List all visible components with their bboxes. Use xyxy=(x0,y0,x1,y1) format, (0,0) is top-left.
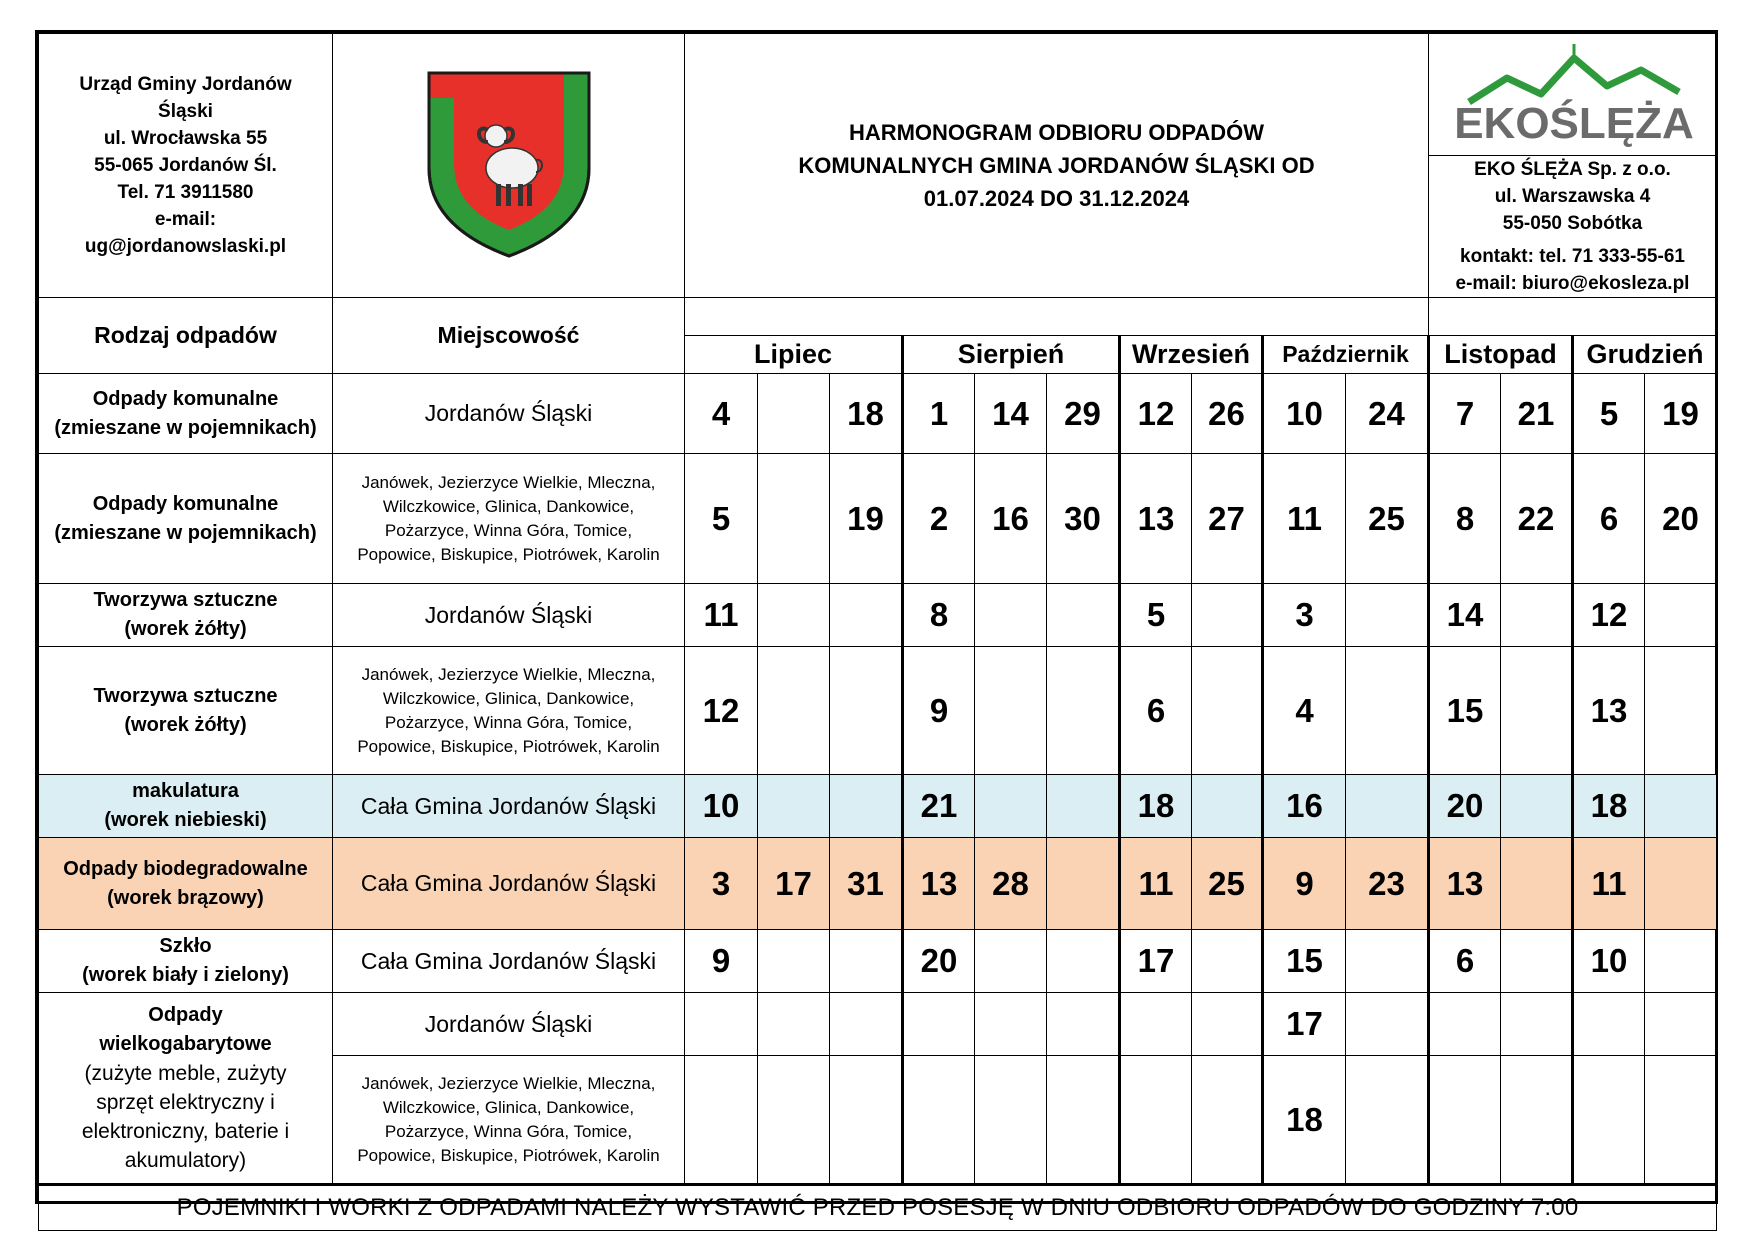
location-list: Janówek, Jezierzyce Wielkie, Mleczna, Wilczkowice, Glinica, Dankowice, Pożarzyce, Winna Góra, Tomice, Popowice, Biskupice, Piotrówek, Karolin xyxy=(333,1056,685,1185)
day-cell xyxy=(758,584,830,647)
location-list: Janówek, Jezierzyce Wielkie, Mleczna, Wilczkowice, Glinica, Dankowice, Pożarzyce, Winna Góra, Tomice, Popowice, Biskupice, Piotrówek, Karolin xyxy=(333,647,685,775)
day-cell: 4 xyxy=(685,374,758,454)
day-cell xyxy=(1120,993,1192,1056)
day-cell: 11 xyxy=(1263,454,1346,584)
table-row xyxy=(39,584,1717,647)
header-location: Miejscowość xyxy=(333,298,685,374)
day-cell xyxy=(1346,930,1429,993)
waste-type: Szkło (worek biały i zielony) xyxy=(39,930,333,993)
day-cell: 15 xyxy=(1263,930,1346,993)
day-cell: 6 xyxy=(1429,930,1501,993)
day-cell: 13 xyxy=(1120,454,1192,584)
table-row xyxy=(39,775,1717,838)
day-cell xyxy=(975,775,1047,838)
day-cell: 28 xyxy=(975,838,1047,930)
day-cell xyxy=(975,647,1047,775)
day-cell: 18 xyxy=(1573,775,1645,838)
month-september: Wrzesień xyxy=(1120,336,1263,374)
office-line: Urząd Gminy Jordanów xyxy=(79,74,292,95)
day-cell: 10 xyxy=(685,775,758,838)
day-cell xyxy=(1047,930,1120,993)
company-line: 55-050 Sobótka xyxy=(1502,213,1643,234)
day-cell xyxy=(1346,993,1429,1056)
location-list: Janówek, Jezierzyce Wielkie, Mleczna, Wilczkowice, Glinica, Dankowice, Pożarzyce, Winna Góra, Tomice, Popowice, Biskupice, Piotrówek, Karolin xyxy=(333,454,685,584)
waste-type: Odpady komunalne (zmieszane w pojemnikach) xyxy=(39,454,333,584)
day-cell: 17 xyxy=(1263,993,1346,1056)
month-december: Grudzień xyxy=(1573,336,1717,374)
day-cell: 7 xyxy=(1429,374,1501,454)
table-row xyxy=(39,993,1717,1056)
day-cell xyxy=(1346,584,1429,647)
office-line: ug@jordanowslaski.pl xyxy=(84,236,287,257)
location: Jordanów Śląski xyxy=(333,584,685,647)
location: Jordanów Śląski xyxy=(333,993,685,1056)
day-cell xyxy=(1120,1056,1192,1185)
day-cell: 5 xyxy=(1120,584,1192,647)
waste-type: Odpady komunalne (zmieszane w pojemnikach) xyxy=(39,374,333,454)
day-cell xyxy=(1346,775,1429,838)
day-cell xyxy=(758,374,830,454)
day-cell xyxy=(758,1056,830,1185)
day-cell: 6 xyxy=(1120,647,1192,775)
day-cell: 8 xyxy=(1429,454,1501,584)
day-cell xyxy=(1573,993,1645,1056)
table-row xyxy=(39,647,1717,775)
month-july: Lipiec xyxy=(685,336,903,374)
day-cell xyxy=(903,993,975,1056)
day-cell: 31 xyxy=(830,838,903,930)
day-cell: 14 xyxy=(1429,584,1501,647)
day-cell xyxy=(830,1056,903,1185)
office-line: 55-065 Jordanów Śl. xyxy=(94,155,277,176)
day-cell: 18 xyxy=(1263,1056,1346,1185)
day-cell xyxy=(1645,647,1717,775)
day-cell: 22 xyxy=(1501,454,1573,584)
company-line: EKO ŚLĘŻA Sp. z o.o. xyxy=(1474,159,1671,180)
day-cell: 16 xyxy=(975,454,1047,584)
day-cell xyxy=(1192,584,1263,647)
day-cell: 11 xyxy=(685,584,758,647)
day-cell: 26 xyxy=(1192,374,1263,454)
day-cell xyxy=(758,647,830,775)
month-august: Sierpień xyxy=(903,336,1120,374)
day-cell: 10 xyxy=(1263,374,1346,454)
location: Jordanów Śląski xyxy=(333,374,685,454)
title-line: 01.07.2024 DO 31.12.2024 xyxy=(923,186,1190,211)
day-cell: 2 xyxy=(903,454,975,584)
waste-type: makulatura (worek niebieski) xyxy=(39,775,333,838)
day-cell xyxy=(1192,775,1263,838)
day-cell xyxy=(1501,775,1573,838)
month-october: Październik xyxy=(1263,336,1429,374)
day-cell xyxy=(1047,647,1120,775)
day-cell xyxy=(830,647,903,775)
day-cell: 17 xyxy=(1120,930,1192,993)
day-cell xyxy=(1047,775,1120,838)
day-cell: 20 xyxy=(1429,775,1501,838)
day-cell xyxy=(1501,930,1573,993)
office-address xyxy=(39,34,333,298)
day-cell: 3 xyxy=(1263,584,1346,647)
day-cell: 24 xyxy=(1346,374,1429,454)
day-cell: 20 xyxy=(903,930,975,993)
day-cell xyxy=(1192,993,1263,1056)
day-cell xyxy=(1047,584,1120,647)
day-cell xyxy=(1501,584,1573,647)
day-cell: 12 xyxy=(1573,584,1645,647)
day-cell: 30 xyxy=(1047,454,1120,584)
day-cell xyxy=(1645,993,1717,1056)
day-cell xyxy=(1645,930,1717,993)
table-row xyxy=(39,838,1717,930)
company-info xyxy=(1429,156,1717,298)
header-type: Rodzaj odpadów xyxy=(39,298,333,374)
day-cell xyxy=(1501,1056,1573,1185)
day-cell xyxy=(830,993,903,1056)
day-cell xyxy=(830,775,903,838)
waste-type: Odpady biodegradowalne (worek brązowy) xyxy=(39,838,333,930)
day-cell: 18 xyxy=(1120,775,1192,838)
day-cell: 27 xyxy=(1192,454,1263,584)
day-cell: 8 xyxy=(903,584,975,647)
day-cell: 19 xyxy=(830,454,903,584)
company-line: ul. Warszawska 4 xyxy=(1494,186,1651,207)
office-line: Śląski xyxy=(158,101,213,122)
day-cell: 13 xyxy=(1573,647,1645,775)
day-cell xyxy=(1429,993,1501,1056)
day-cell: 20 xyxy=(1645,454,1717,584)
table-row xyxy=(39,454,1717,584)
schedule-table xyxy=(38,33,1717,1231)
day-cell: 13 xyxy=(903,838,975,930)
title-line: KOMUNALNYCH GMINA JORDANÓW ŚLĄSKI OD xyxy=(798,153,1315,178)
day-cell: 6 xyxy=(1573,454,1645,584)
location: Cała Gmina Jordanów Śląski xyxy=(333,930,685,993)
day-cell xyxy=(1047,838,1120,930)
waste-type: Odpady wielkogabarytowe (zużyte meble, zużyty sprzęt elektryczny i elektroniczny, baterie i akumulatory) xyxy=(39,993,333,1185)
location: Cała Gmina Jordanów Śląski xyxy=(333,775,685,838)
day-cell xyxy=(1645,838,1717,930)
day-cell: 16 xyxy=(1263,775,1346,838)
day-cell xyxy=(758,930,830,993)
company-contact: e-mail: biuro@ekosleza.pl xyxy=(1455,273,1690,294)
schedule-sheet xyxy=(35,30,1718,1221)
day-cell: 5 xyxy=(1573,374,1645,454)
ekosleza-logo xyxy=(1429,34,1717,156)
day-cell: 17 xyxy=(758,838,830,930)
day-cell: 5 xyxy=(685,454,758,584)
waste-type: Tworzywa sztuczne (worek żółty) xyxy=(39,584,333,647)
day-cell xyxy=(1346,647,1429,775)
day-cell xyxy=(903,1056,975,1185)
page-title xyxy=(685,34,1429,298)
day-cell xyxy=(1501,993,1573,1056)
office-line: ul. Wrocławska 55 xyxy=(103,128,268,149)
day-cell xyxy=(1645,1056,1717,1185)
day-cell xyxy=(1047,1056,1120,1185)
day-cell xyxy=(1501,647,1573,775)
table-row xyxy=(39,930,1717,993)
day-cell xyxy=(1501,838,1573,930)
day-cell: 19 xyxy=(1645,374,1717,454)
day-cell: 9 xyxy=(903,647,975,775)
day-cell xyxy=(1346,1056,1429,1185)
day-cell xyxy=(685,993,758,1056)
day-cell: 15 xyxy=(1429,647,1501,775)
day-cell: 12 xyxy=(1120,374,1192,454)
title-line: HARMONOGRAM ODBIORU ODPADÓW xyxy=(848,120,1265,145)
day-cell xyxy=(1429,1056,1501,1185)
day-cell xyxy=(1047,993,1120,1056)
day-cell xyxy=(1192,1056,1263,1185)
day-cell xyxy=(1645,584,1717,647)
footer-notice: POJEMNIKI I WORKI Z ODPADAMI NALEŻY WYSTAWIĆ PRZED POSESJĘ W DNIU ODBIORU ODPADÓW DO GODZINY 7:00 xyxy=(39,1185,1717,1231)
company-contact: kontakt: tel. 71 333-55-61 xyxy=(1460,246,1685,267)
day-cell xyxy=(1573,1056,1645,1185)
crest-cell xyxy=(333,34,685,298)
day-cell: 9 xyxy=(685,930,758,993)
day-cell: 3 xyxy=(685,838,758,930)
day-cell: 23 xyxy=(1346,838,1429,930)
day-cell xyxy=(975,1056,1047,1185)
day-cell xyxy=(830,930,903,993)
waste-type: Tworzywa sztuczne (worek żółty) xyxy=(39,647,333,775)
day-cell xyxy=(1192,930,1263,993)
day-cell xyxy=(975,584,1047,647)
day-cell: 11 xyxy=(1573,838,1645,930)
day-cell xyxy=(758,454,830,584)
day-cell: 14 xyxy=(975,374,1047,454)
ekosleza-logo-icon xyxy=(1429,40,1717,150)
month-november: Listopad xyxy=(1429,336,1573,374)
day-cell: 25 xyxy=(1192,838,1263,930)
location: Cała Gmina Jordanów Śląski xyxy=(333,838,685,930)
day-cell xyxy=(830,584,903,647)
day-cell: 21 xyxy=(1501,374,1573,454)
day-cell: 29 xyxy=(1047,374,1120,454)
day-cell: 13 xyxy=(1429,838,1501,930)
office-line: e-mail: xyxy=(154,209,217,230)
office-line: Tel. 71 3911580 xyxy=(117,182,254,203)
day-cell: 25 xyxy=(1346,454,1429,584)
day-cell: 18 xyxy=(830,374,903,454)
day-cell: 11 xyxy=(1120,838,1192,930)
day-cell: 21 xyxy=(903,775,975,838)
day-cell xyxy=(975,930,1047,993)
day-cell xyxy=(1645,775,1717,838)
logo-text: EKOŚLĘŻA xyxy=(1454,98,1694,148)
day-cell: 9 xyxy=(1263,838,1346,930)
table-row xyxy=(39,374,1717,454)
day-cell xyxy=(975,993,1047,1056)
day-cell xyxy=(758,993,830,1056)
day-cell: 4 xyxy=(1263,647,1346,775)
day-cell: 10 xyxy=(1573,930,1645,993)
day-cell xyxy=(758,775,830,838)
day-cell xyxy=(685,1056,758,1185)
day-cell: 12 xyxy=(685,647,758,775)
day-cell: 1 xyxy=(903,374,975,454)
day-cell xyxy=(1192,647,1263,775)
ram-crest-icon xyxy=(424,68,594,258)
